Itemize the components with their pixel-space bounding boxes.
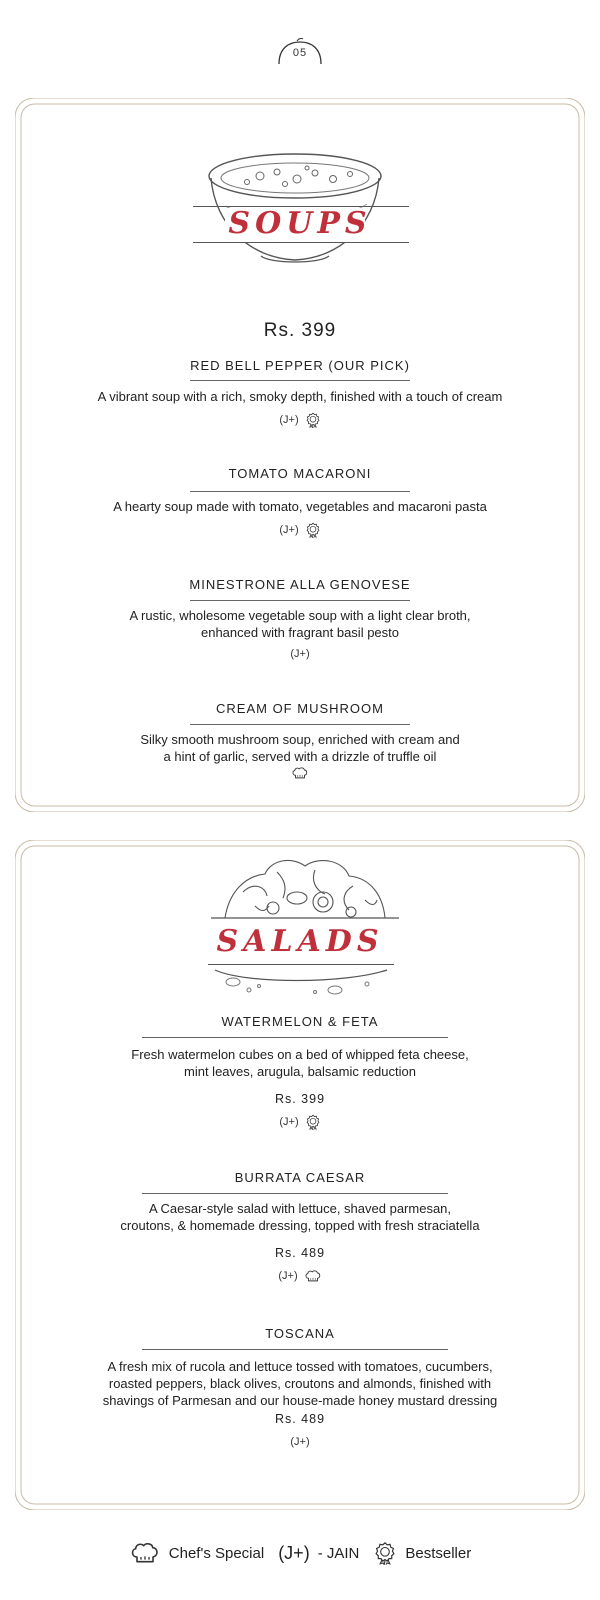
dish-rule xyxy=(142,1349,448,1350)
jain-tag: (J+) xyxy=(279,524,299,536)
jain-tag: (J+) xyxy=(290,648,310,660)
chef-hat-icon xyxy=(291,766,309,780)
jain-tag: (J+) xyxy=(279,414,299,426)
section-title-soups: SOUPS xyxy=(228,206,372,241)
dish-name: WATERMELON & FETA xyxy=(221,1014,379,1029)
dish-rule xyxy=(142,1037,448,1038)
title-rule-bottom xyxy=(208,964,394,965)
chef-hat-icon xyxy=(129,1541,161,1565)
dish-tags xyxy=(15,766,585,780)
dish-description: Silky smooth mushroom soup, enriched with cream and a hint of garlic, served with a drizzle of truffle oil xyxy=(140,732,460,764)
bestseller-icon xyxy=(305,522,321,538)
bestseller-icon xyxy=(305,1114,321,1130)
dish-name: RED BELL PEPPER (OUR PICK) xyxy=(190,358,410,373)
dish-rule xyxy=(142,1193,448,1194)
jain-tag: (J+) xyxy=(278,1270,298,1282)
dish-name: CREAM OF MUSHROOM xyxy=(216,701,384,716)
dish-tags xyxy=(15,1269,585,1283)
dish-description: Fresh watermelon cubes on a bed of whipped feta cheese, mint leaves, arugula, balsamic reduction xyxy=(131,1047,469,1079)
legend-jain-label: - JAIN xyxy=(317,1544,360,1562)
bestseller-icon xyxy=(373,1541,397,1565)
dish-name: BURRATA CAESAR xyxy=(234,1170,366,1185)
legend-chef-label: Chef's Special xyxy=(168,1544,265,1562)
dish-rule xyxy=(190,491,410,492)
legend-bestseller xyxy=(373,1541,471,1565)
page-number-badge xyxy=(275,38,325,66)
dish-tags xyxy=(15,522,585,538)
title-rule-bottom xyxy=(193,242,409,243)
dish-price: Rs. 489 xyxy=(274,1246,326,1260)
dish-name: TOMATO MACARONI xyxy=(228,466,372,481)
legend-bestseller-label: Bestseller xyxy=(405,1544,472,1562)
page-number: 05 xyxy=(292,47,308,59)
dish-description: A Caesar-style salad with lettuce, shaved parmesan, croutons, & homemade dressing, topped with fresh straciatella xyxy=(120,1201,480,1233)
legend-chef-special xyxy=(129,1541,264,1565)
chef-hat-icon xyxy=(304,1269,322,1283)
legend xyxy=(0,1538,600,1568)
dish-tags xyxy=(15,1114,585,1130)
dish-rule xyxy=(190,380,410,381)
dish-description: A rustic, wholesome vegetable soup with a light clear broth, enhanced with fragrant basil pesto xyxy=(129,608,471,640)
soups-panel xyxy=(15,98,585,812)
dish-rule xyxy=(190,724,410,725)
dish-description: A fresh mix of rucola and lettuce tossed with tomatoes, cucumbers, roasted peppers, black olives, croutons and almonds, finished with shavings of Parmesan and our house-made honey mustard dressing xyxy=(102,1359,498,1408)
dish-tags xyxy=(15,1436,585,1448)
dish-tags xyxy=(15,412,585,428)
section-title-salads: SALADS xyxy=(216,924,384,959)
bestseller-icon xyxy=(305,412,321,428)
dish-price: Rs. 489 xyxy=(274,1412,326,1426)
dish-price: Rs. 399 xyxy=(274,1092,326,1106)
legend-jain-symbol: (J+) xyxy=(278,1542,310,1563)
dish-description: A vibrant soup with a rich, smoky depth, finished with a touch of cream xyxy=(97,389,503,404)
legend-jain xyxy=(278,1543,359,1564)
jain-tag: (J+) xyxy=(290,1436,310,1448)
dish-name: MINESTRONE ALLA GENOVESE xyxy=(189,577,411,592)
jain-tag: (J+) xyxy=(279,1116,299,1128)
soups-price: Rs. 399 xyxy=(263,320,337,341)
salads-panel xyxy=(15,840,585,1510)
dish-rule xyxy=(190,600,410,601)
dish-description: A hearty soup made with tomato, vegetables and macaroni pasta xyxy=(113,499,487,514)
dish-tags xyxy=(15,648,585,660)
dish-name: TOSCANA xyxy=(265,1326,335,1341)
